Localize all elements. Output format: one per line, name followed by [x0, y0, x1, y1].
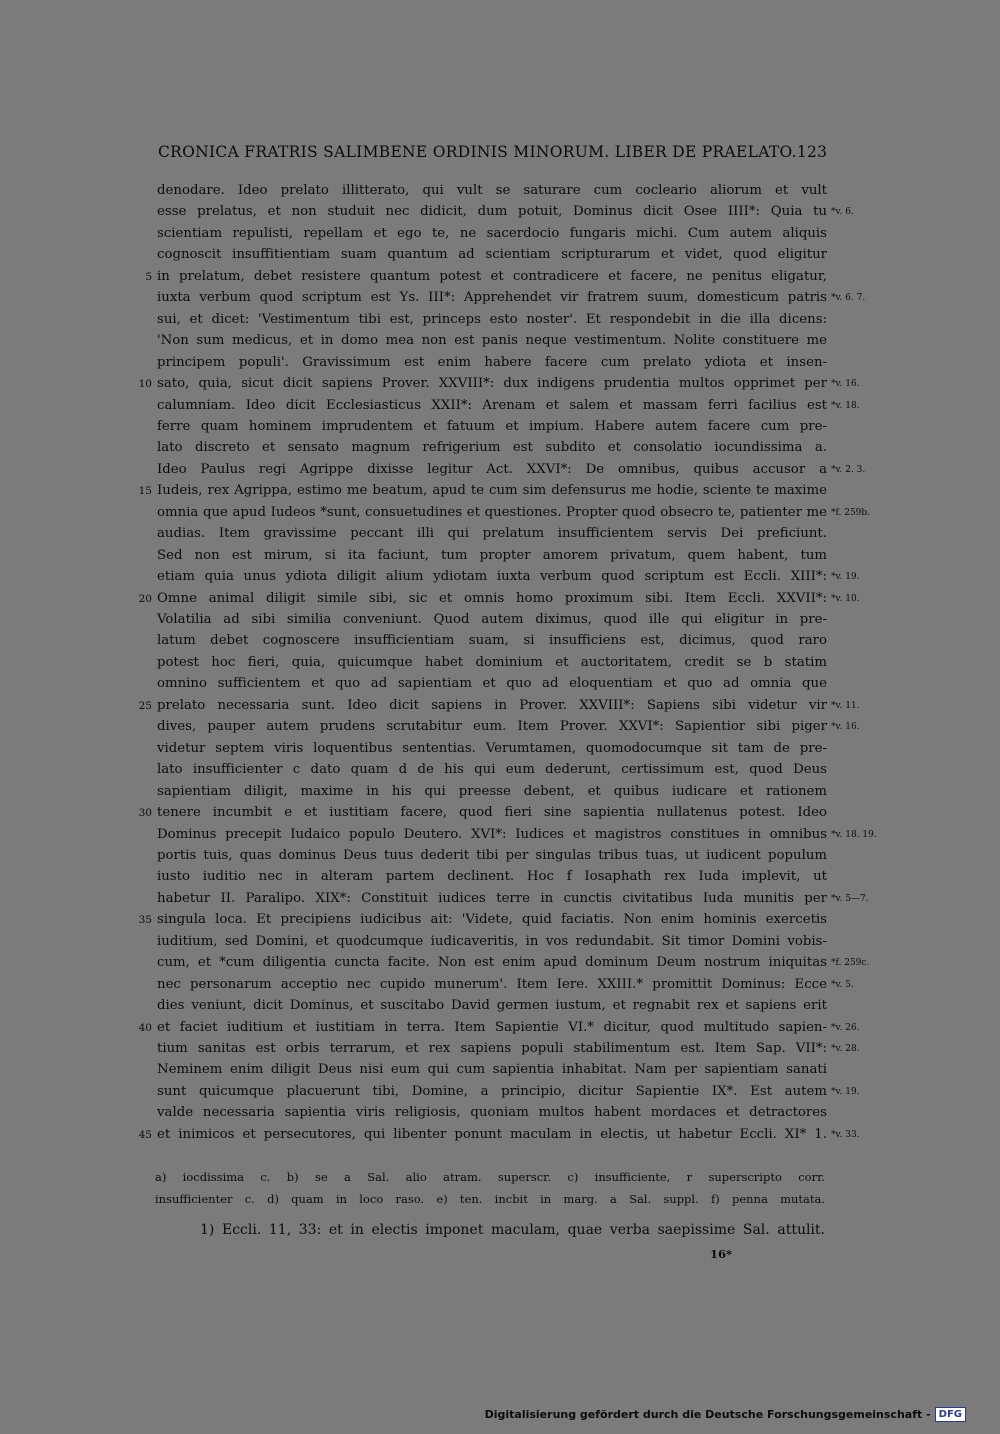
line-number: 30 — [138, 807, 152, 820]
text-line: omnino sufficientem et quo ad sapientiam et quo ad eloquentiam et quo ad omnia que — [157, 676, 827, 692]
text-line: singula loca. Et precipiens iudicibus ait: 'Videte, quid faciatis. Non enim hominis exercetis — [157, 912, 827, 928]
line-number: 10 — [138, 378, 152, 391]
text-line: et faciet iuditium et iustitiam in terra. Item Sapientie VI.* dicitur, quod multitudo sapien- — [157, 1019, 827, 1035]
text-line: denodare. Ideo prelato illitterato, qui vult se saturare cum cocleario aliorum et vult — [157, 183, 827, 198]
text-line: et inimicos et persecutores, qui libenter ponunt maculam in electis, ut habetur Eccli. XI* 1. — [157, 1126, 827, 1142]
line-number: 35 — [138, 914, 152, 927]
text-line: sunt quicumque placuerunt tibi, Domine, a principio, dicitur Sapientie IX*. Est autem — [157, 1083, 827, 1099]
text-line: iuditium, sed Domini, et quodcumque iudicaveritis, in vos redundabit. Sit timor Domini vobis- — [157, 933, 827, 949]
text-line: cognoscit insuffitientiam suam quantum ad scientiam scripturarum et videt, quod eligitur — [157, 247, 827, 263]
margin-reference: *v. 19. — [831, 572, 860, 583]
line-number: 45 — [138, 1128, 152, 1141]
page-number: 123 — [796, 143, 828, 161]
text-line: prelato necessaria sunt. Ideo dicit sapiens in Prover. XXVIII*: Sapiens sibi videtur vir — [157, 697, 827, 713]
critical-apparatus — [155, 1166, 825, 1210]
text-line: nec personarum acceptio nec cupido munerum'. Item Iere. XXIII.* promittit Dominus: Ecce — [157, 976, 827, 992]
text-line: Volatilia ad sibi similia conveniunt. Quod autem diximus, quod ille qui eligitur in pre- — [157, 612, 827, 627]
text-line: sui, et dicet: 'Vestimentum tibi est, princeps esto noster'. Et respondebit in die illa dicens: — [157, 311, 827, 327]
margin-reference: *v. 28. — [831, 1044, 860, 1054]
margin-reference: *v. 18. 19. — [831, 829, 877, 840]
text-line: Dominus precepit Iudaico populo Deutero. XVI*: Iudices et magistros constitues in omnibus — [157, 826, 827, 842]
text-line: videtur septem viris loquentibus sententias. Verumtamen, quomodocumque sit tam de pre- — [157, 740, 827, 756]
text-line: habetur II. Paralipo. XIX*: Constituit iudices terre in cunctis civitatibus Iuda munitis per — [157, 890, 827, 906]
running-header — [158, 143, 826, 161]
text-line: Neminem enim diligit Deus nisi eum qui cum sapientia inhabitat. Nam per sapientiam sanati — [157, 1062, 827, 1078]
margin-reference: *v. 33. — [831, 1129, 860, 1140]
text-line: dies veniunt, dicit Dominus, et suscitabo David germen iustum, et regnabit rex et sapiens erit — [157, 998, 827, 1014]
text-line: cum, et *cum diligentia cuncta facite. Non est enim apud dominum Deum nostrum iniquitas — [157, 955, 827, 971]
line-number: 40 — [138, 1021, 152, 1034]
text-line: valde necessaria sapientia viris religiosis, quoniam multos habent mordaces et detractores — [157, 1105, 827, 1121]
margin-reference: *v. 10. — [831, 593, 860, 604]
text-line: principem populi'. Gravissimum est enim habere facere cum prelato ydiota et insen- — [157, 354, 827, 370]
footnote-line: insufficienter c. d) quam in loco raso. e) ten. incbit in marg. a Sal. suppl. f) penna mutata. — [155, 1192, 825, 1206]
text-line: Ideo Paulus regi Agrippe dixisse legitur Act. XXVI*: De omnibus, quibus accusor a — [157, 461, 827, 477]
line-number: 20 — [138, 592, 152, 605]
line-number: 25 — [138, 699, 152, 712]
text-line: potest hoc fieri, quia, quicumque habet dominium et auctoritatem, credit se b statim — [157, 654, 827, 670]
margin-reference: *v. 19. — [831, 1086, 860, 1097]
text-line: in prelatum, debet resistere quantum potest et contradicere et facere, ne penitus eligatur, — [157, 268, 827, 284]
margin-reference: *v. 5—7. — [831, 893, 869, 904]
text-line: etiam quia unus ydiota diligit alium ydiotam iuxta verbum quod scriptum est Eccli. XIII*: — [157, 569, 827, 585]
text-line: portis tuis, quas dominus Deus tuus dederit tibi per singulas tribus tuas, ut iudicent populum — [157, 847, 827, 863]
margin-reference: *f. 259c. — [831, 958, 870, 969]
text-line: Iudeis, rex Agrippa, estimo me beatum, apud te cum sim defensurus me hodie, sciente te maxime — [157, 483, 827, 499]
margin-reference: *v. 26. — [831, 1022, 860, 1033]
signature-mark: 16* — [710, 1247, 733, 1261]
text-line: lato discreto et sensato magnum refrigerium est subdito et consolatio iocundissima a. — [157, 440, 827, 456]
line-number: 15 — [138, 485, 152, 498]
text-line: calumniam. Ideo dicit Ecclesiasticus XXII*: Arenam et salem et massam ferri facilius est — [157, 397, 827, 413]
margin-reference: *v. 6. — [831, 207, 854, 218]
text-line: omnia que apud Iudeos *sunt, consuetudines et questiones. Propter quod obsecro te, patienter me — [157, 504, 827, 520]
text-line: iusto iuditio nec in alteram partem declinent. Hoc f Iosaphath rex Iuda implevit, ut — [157, 869, 827, 885]
footnote-line: a) iocdissima c. b) se a Sal. alio atram. superscr. c) insufficiente, r superscripto corr. — [155, 1170, 825, 1184]
text-line: sapientiam diligit, maxime in his qui preesse debent, et quibus iudicare et rationem — [157, 783, 827, 799]
credit-text: Digitalisierung gefördert durch die Deutsche Forschungsgemeinschaft - — [484, 1408, 931, 1421]
text-line: audias. Item gravissime peccant illi qui prelatum insufficientem servis Dei preficiunt. — [157, 526, 827, 542]
text-line: dives, pauper autem prudens scrutabitur eum. Item Prover. XXVI*: Sapientior sibi piger — [157, 719, 827, 735]
line-number: 5 — [145, 270, 152, 283]
dfg-logo: DFG — [935, 1407, 966, 1422]
text-line: iuxta verbum quod scriptum est Ys. III*: Apprehendet vir fratrem suum, domesticum patris — [157, 290, 827, 306]
text-line: Sed non est mirum, si ita faciunt, tum propter amorem privatum, quem habent, tum — [157, 547, 827, 563]
text-line: latum debet cognoscere insufficientiam suam, si insufficiens est, dicimus, quod raro — [157, 633, 827, 649]
margin-reference: *v. 18. — [831, 400, 860, 411]
text-line: ferre quam hominem imprudentem et fatuum et impium. Habere autem facere cum pre- — [157, 418, 827, 434]
text-line: tium sanitas est orbis terrarum, et rex sapiens populi stabilimentum est. Item Sap. VII*: — [157, 1041, 827, 1056]
text-line: esse prelatus, et non studuit nec didicit, dum potuit, Dominus dicit Osee IIII*: Quia tu — [157, 204, 827, 220]
text-line: tenere incumbit e et iustitiam facere, quod fieri sine sapientia nullatenus potest. Ideo — [157, 805, 827, 821]
margin-reference: *v. 2. 3. — [831, 464, 866, 475]
margin-reference: *v. 5. — [831, 979, 854, 990]
margin-reference: *v. 11. — [831, 700, 860, 711]
margin-reference: *f. 259b. — [831, 507, 871, 518]
text-line: 'Non sum medicus, et in domo mea non est panis neque vestimentum. Nolite constituere me — [157, 333, 827, 349]
text-line: scientiam repulisti, repellam et ego te, ne sacerdocio fungaris michi. Cum autem aliquis — [157, 225, 827, 241]
reference-note: 1) Eccli. 11, 33: et in electis imponet maculam, quae verba saepissime Sal. attulit. — [200, 1222, 825, 1238]
margin-reference: *v. 6. 7. — [831, 293, 866, 304]
text-line: lato insufficienter c dato quam d de his qui eum dederunt, certissimum est, quod Deus — [157, 762, 827, 778]
margin-reference: *v. 16. — [831, 722, 860, 733]
running-title: CRONICA FRATRIS SALIMBENE ORDINIS MINORUM. LIBER DE PRAELATO. — [158, 143, 797, 161]
digitization-credit — [485, 1407, 966, 1422]
text-line: Omne animal diligit simile sibi, sic et omnis homo proximum sibi. Item Eccli. XXVII*: — [157, 590, 827, 606]
margin-reference: *v. 16. — [831, 379, 860, 390]
text-line: sato, quia, sicut dicit sapiens Prover. XXVIII*: dux indigens prudentia multos opprimet per — [157, 376, 827, 392]
